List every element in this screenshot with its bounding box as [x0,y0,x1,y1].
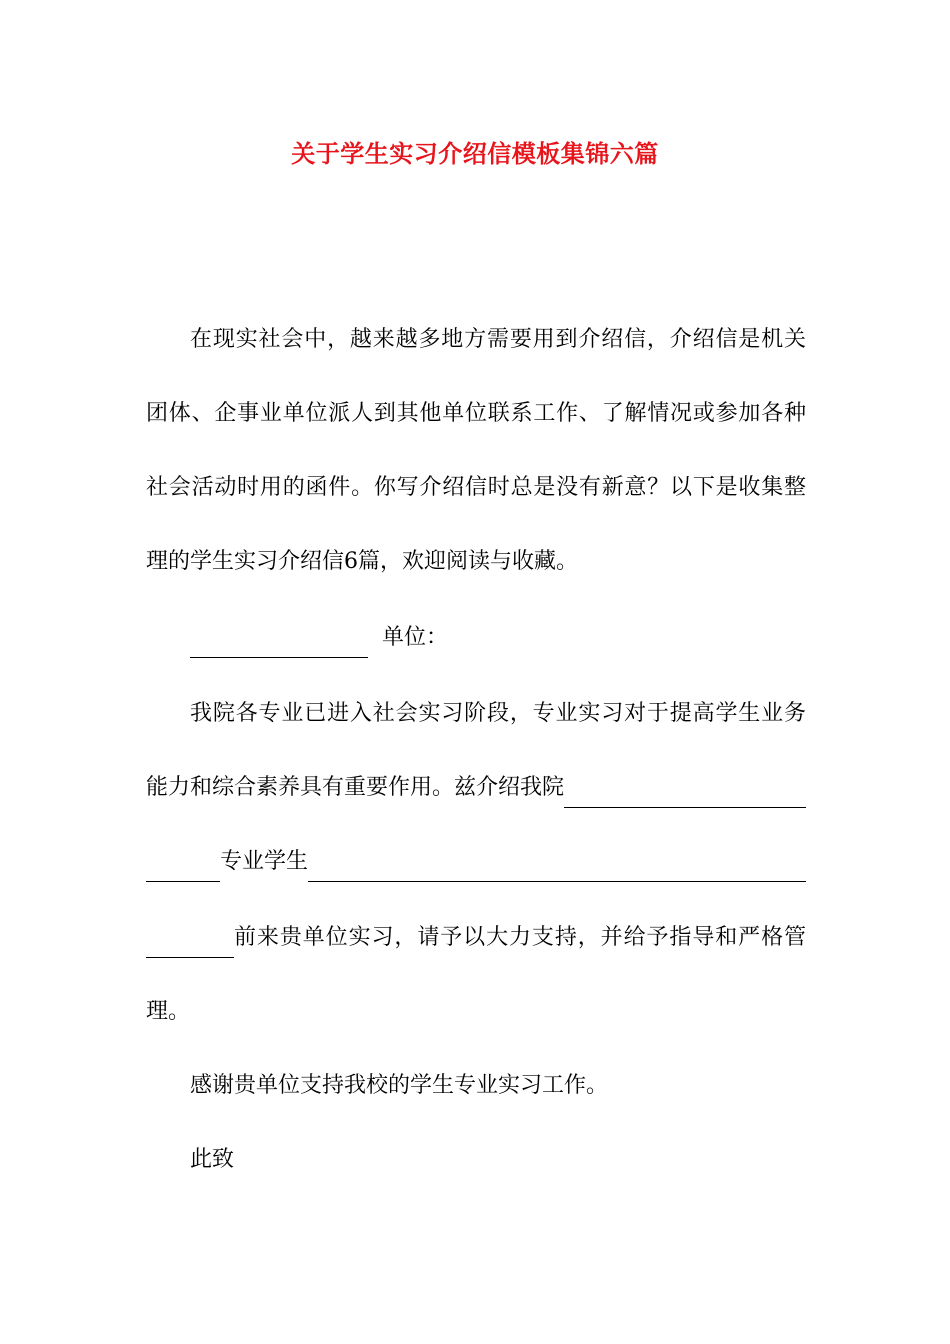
body-line-3-text: 专业学生 [220,849,309,874]
salutation-line [190,618,806,658]
closing-line: 此致 [190,1147,235,1172]
student-name-blank [308,854,806,882]
document-title: 关于学生实习介绍信模板集锦六篇 [291,140,659,168]
major-blank [146,855,220,882]
thanks-line: 感谢贵单位支持我校的学生专业实习工作。 [190,1073,609,1098]
body-line-1: 我院各专业已进入社会实习阶段，专业实习对于提高学生业务 [190,701,806,726]
body-line-3 [146,842,806,882]
intro-line-4: 理的学生实习介绍信6篇，欢迎阅读与收藏。 [146,549,578,574]
salutation-suffix: 单位： [382,625,449,650]
body-line-4-text: 前来贵单位实习，请予以大力支持，并给予指导和严格管 [234,925,806,950]
body-line-2 [146,768,806,808]
intro-line-2: 团体、企事业单位派人到其他单位联系工作、了解情况或参加各种 [146,401,806,426]
department-blank [564,780,806,808]
intro-line-3: 社会活动时用的函件。你写介绍信时总是没有新意？以下是收集整 [146,475,806,500]
intro-line-1: 在现实社会中，越来越多地方需要用到介绍信，介绍信是机关 [190,327,806,352]
recipient-blank [190,631,368,658]
body-line-5: 理。 [146,999,191,1024]
date-blank [146,931,234,958]
body-line-4 [146,918,806,958]
body-line-2-text: 能力和综合素养具有重要作用。兹介绍我院 [146,775,565,800]
